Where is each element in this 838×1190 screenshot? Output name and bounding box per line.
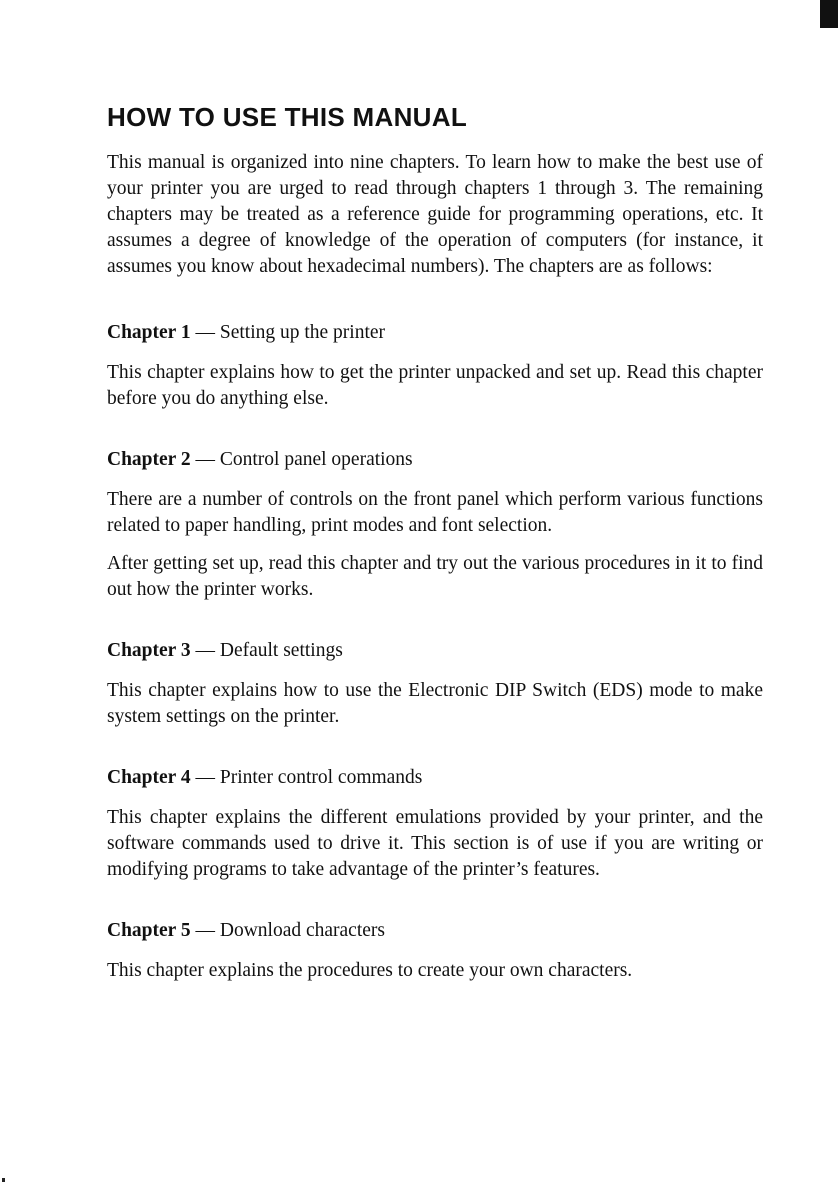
- chapter-5-paragraph-1: This chapter explains the procedures to create your own characters.: [107, 960, 633, 981]
- chapter-4-heading: [107, 765, 763, 791]
- chapter-5-section: [107, 918, 763, 984]
- chapter-2-paragraph-1: There are a number of controls on the front panel which perform various functions related to paper handling, print modes and font selection.: [107, 489, 763, 536]
- chapter-2-label: Chapter 2: [107, 449, 191, 470]
- chapter-2-heading: [107, 447, 763, 473]
- chapter-4-section: [107, 765, 763, 883]
- chapter-1-label: Chapter 1: [107, 322, 191, 343]
- chapter-3-heading: [107, 638, 763, 664]
- chapter-4-label: Chapter 4: [107, 767, 191, 788]
- chapter-3-title: Default settings: [219, 640, 343, 661]
- chapter-1-dash: —: [190, 322, 220, 343]
- chapter-4-body: [107, 805, 763, 883]
- chapter-4-title: Printer control commands: [219, 767, 423, 788]
- page-title: HOW TO USE THIS MANUAL: [107, 102, 467, 132]
- chapter-5-label: Chapter 5: [107, 920, 191, 941]
- chapter-1-section: [107, 320, 763, 412]
- chapter-2-dash: —: [190, 449, 220, 470]
- chapter-2-paragraph-2: After getting set up, read this chapter and try out the various procedures in it to find out how the printer works.: [107, 553, 763, 600]
- chapter-5-dash: —: [190, 920, 220, 941]
- chapter-5-heading: [107, 918, 763, 944]
- chapter-5-title: Download characters: [219, 920, 385, 941]
- chapter-2-title: Control panel operations: [219, 449, 413, 470]
- chapter-3-label: Chapter 3: [107, 640, 191, 661]
- chapter-2-body: [107, 487, 763, 603]
- chapter-1-body: [107, 360, 763, 412]
- chapter-2-section: [107, 447, 763, 603]
- scan-speck: [2, 1178, 5, 1182]
- chapter-3-dash: —: [190, 640, 220, 661]
- chapter-1-heading: [107, 320, 763, 346]
- chapter-4-paragraph-1: This chapter explains the different emulations provided by your printer, and the software commands used to drive it. This section is of use if you are writing or modifying programs to take advantage of the printer’s features.: [107, 807, 763, 880]
- manual-page: [107, 100, 763, 1019]
- chapter-3-body: [107, 678, 763, 730]
- chapter-3-paragraph-1: This chapter explains how to use the Electronic DIP Switch (EDS) mode to make system settings on the printer.: [107, 680, 763, 727]
- page-corner-mark: [820, 0, 838, 28]
- intro-paragraph: This manual is organized into nine chapters. To learn how to make the best use of your printer you are urged to read through chapters 1 through 3. The remaining chapters may be treated as a reference guide for programming operations, etc. It assumes a degree of knowledge of the operation of computers (for instance, it assumes you know about hexadecimal numbers). The chapters are as follows:: [107, 152, 763, 277]
- chapter-5-body: [107, 958, 763, 984]
- chapter-1-paragraph-1: This chapter explains how to get the printer unpacked and set up. Read this chapter before you do anything else.: [107, 362, 763, 409]
- chapter-3-section: [107, 638, 763, 730]
- chapter-1-title: Setting up the printer: [219, 322, 386, 343]
- chapter-4-dash: —: [190, 767, 220, 788]
